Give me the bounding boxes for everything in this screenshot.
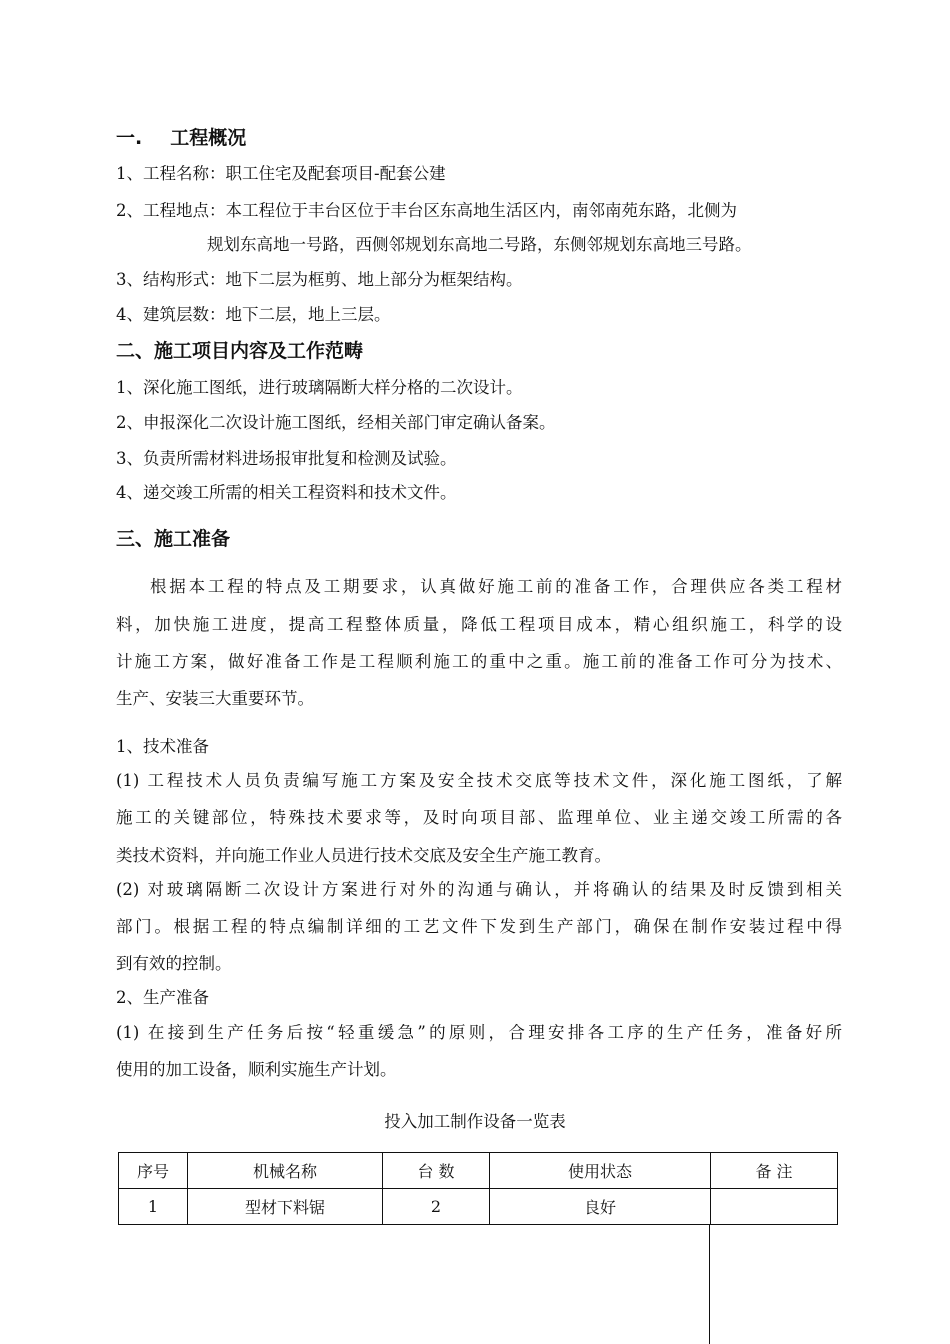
section-1-title: 工程概况 xyxy=(170,127,247,149)
section-1-number: 一. xyxy=(116,127,143,149)
s1-item-4: 4、建筑层数：地下二层，地上三层。 xyxy=(116,305,391,324)
section-3-heading: 三、施工准备 xyxy=(116,528,231,550)
tech-line-2: 施工的关键部位，特殊技术要求等，及时向项目部、监理单位、业主递交竣工所需的各 xyxy=(116,808,842,827)
table-caption: 投入加工制作设备一览表 xyxy=(384,1112,566,1131)
table-cell xyxy=(711,1189,838,1225)
s1-item-2-cont: 规划东高地一号路，西侧邻规划东高地二号路，东侧邻规划东高地三号路。 xyxy=(207,235,752,254)
s1-item-1: 1、工程名称：职工住宅及配套项目-配套公建 xyxy=(116,164,446,183)
tech-line-3: 类技术资料，并向施工作业人员进行技术交底及安全生产施工教育。 xyxy=(116,846,611,865)
section-2-heading: 二、施工项目内容及工作范畴 xyxy=(116,340,364,362)
tech-prep-title: 1、技术准备 xyxy=(116,737,209,756)
s1-item-3: 3、结构形式：地下二层为框剪、地上部分为框架结构。 xyxy=(116,270,523,289)
table-cell: 1 xyxy=(119,1189,188,1225)
s3-para-line-3: 计施工方案，做好准备工作是工程顺利施工的重中之重。施工前的准备工作可分为技术、 xyxy=(116,652,842,671)
table-header-row xyxy=(119,1153,838,1189)
table-continuation-line xyxy=(709,1224,710,1344)
table-cell: 型材下料锯 xyxy=(188,1189,383,1225)
header-cell: 台 数 xyxy=(383,1153,490,1189)
s3-para-line-2: 料，加快施工进度，提高工程整体质量，降低工程项目成本，精心组织施工，科学的设 xyxy=(116,615,842,634)
header-cell: 备 注 xyxy=(711,1153,838,1189)
s3-para-line-1: 根据本工程的特点及工期要求，认真做好施工前的准备工作，合理供应各类工程材 xyxy=(150,577,842,596)
s2-item-2: 2、申报深化二次设计施工图纸，经相关部门审定确认备案。 xyxy=(116,413,556,432)
s2-item-3: 3、负责所需材料进场报审批复和检测及试验。 xyxy=(116,449,457,468)
s2-item-1: 1、深化施工图纸，进行玻璃隔断大样分格的二次设计。 xyxy=(116,378,523,397)
table-cell: 良好 xyxy=(490,1189,711,1225)
header-cell: 序号 xyxy=(119,1153,188,1189)
table-row xyxy=(119,1189,838,1225)
tech-line-4: (2) 对玻璃隔断二次设计方案进行对外的沟通与确认，并将确认的结果及时反馈到相关 xyxy=(116,880,842,899)
s3-para-line-4: 生产、安装三大重要环节。 xyxy=(116,689,314,708)
prod-prep-title: 2、生产准备 xyxy=(116,988,209,1007)
s2-item-4: 4、递交竣工所需的相关工程资料和技术文件。 xyxy=(116,483,457,502)
table-cell: 2 xyxy=(383,1189,490,1225)
header-cell: 机械名称 xyxy=(188,1153,383,1189)
prod-line-2: 使用的加工设备，顺利实施生产计划。 xyxy=(116,1060,397,1079)
s1-item-2: 2、工程地点：本工程位于丰台区位于丰台区东高地生活区内，南邻南苑东路，北侧为 xyxy=(116,201,737,220)
header-cell: 使用状态 xyxy=(490,1153,711,1189)
tech-line-1: (1) 工程技术人员负责编写施工方案及安全技术交底等技术文件，深化施工图纸，了解 xyxy=(116,771,842,790)
tech-line-5: 部门。根据工程的特点编制详细的工艺文件下发到生产部门，确保在制作安装过程中得 xyxy=(116,917,842,936)
tech-line-6: 到有效的控制。 xyxy=(116,954,232,973)
section-1-heading xyxy=(116,128,246,148)
equipment-table xyxy=(118,1152,838,1225)
prod-line-1: (1) 在接到生产任务后按“轻重缓急”的原则，合理安排各工序的生产任务，准备好所 xyxy=(116,1023,842,1042)
